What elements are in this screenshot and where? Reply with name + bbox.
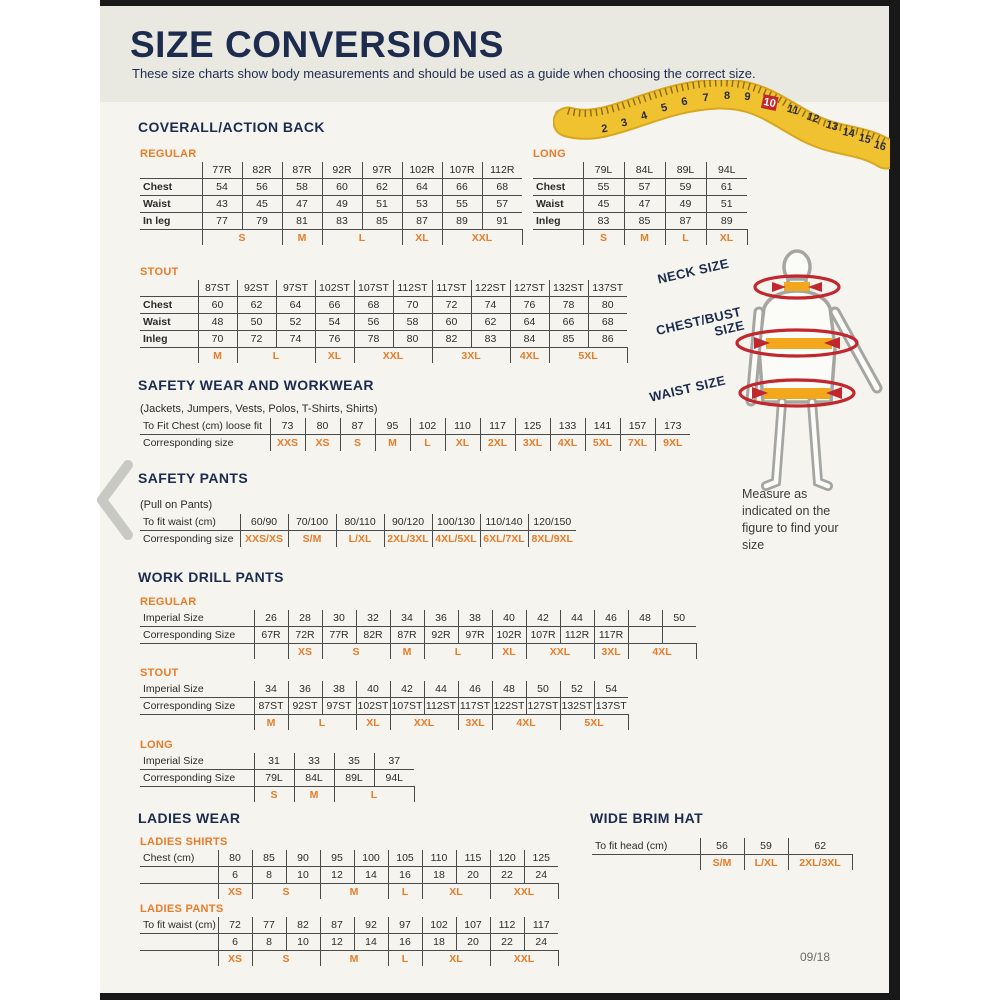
svg-text:14: 14	[841, 125, 856, 141]
safety-wear-table: To Fit Chest (cm) loose fit 73 80 87 95 102 110 117 125 133 141 157 173 Corresponding size XXS XS S M L XL 2XL 3XL 4XL 5XL 7XL 9XL	[140, 418, 690, 451]
svg-text:11: 11	[785, 102, 801, 118]
work-drill-long-label: LONG	[140, 739, 173, 751]
svg-text:2: 2	[600, 122, 609, 136]
figure-legs	[766, 402, 828, 486]
coverall-stout-label: STOUT	[140, 266, 179, 278]
coverall-stout-table: 87ST 92ST 97ST 102ST 107ST 112ST 117ST 122ST 127ST 132ST 137ST Chest 60 62 64 66 68 70 72 74 76 78 80 Waist 48 50 52 54 56 58 60 62 64 66 68 Inleg 70 72 74 76 78 80 82 83 84 85 86 M L XL XXL 3XL 4XL 5XL	[140, 280, 628, 363]
svg-text:7: 7	[702, 91, 710, 105]
work-drill-stout-table: Imperial Size 34 36 38 40 42 44 46 48 50 52 54 Corresponding Size 87ST 92ST 97ST 102ST 107ST 112ST 117ST 122ST 127ST 132ST 137ST M L XL XXL 3XL 4XL 5XL	[140, 681, 629, 730]
chest-bust-size-label: CHEST/BUST SIZE	[654, 303, 746, 339]
coverall-heading: COVERALL/ACTION BACK	[138, 119, 325, 135]
svg-text:10: 10	[762, 95, 777, 111]
measuring-tape-image	[553, 80, 890, 172]
svg-text:5: 5	[659, 101, 669, 115]
work-drill-stout-label: STOUT	[140, 667, 179, 679]
safety-wear-heading: SAFETY WEAR AND WORKWEAR	[138, 377, 374, 393]
page-number: 09/18	[800, 950, 831, 964]
ladies-shirts-table: Chest (cm) 80 85 90 95 100 105 110 115 120 125 6 8 10 12 14 16 18 20 22 24 XS S M L XL XXL	[140, 850, 559, 899]
work-drill-regular-label: REGULAR	[140, 596, 197, 608]
svg-text:9: 9	[743, 90, 752, 104]
svg-text:8: 8	[723, 90, 731, 102]
work-drill-long-table: Imperial Size 31 33 35 37 Corresponding Size 79L 84L 89L 94L S M L	[140, 753, 415, 802]
neck-size-label: NECK SIZE	[656, 255, 731, 287]
svg-text:6: 6	[680, 95, 689, 109]
ladies-heading: LADIES WEAR	[138, 810, 241, 826]
work-drill-regular-table: Imperial Size 26 28 30 32 34 36 38 40 42 44 46 48 50 Corresponding Size 67R 72R 77R 82R 87R 92R 97R 102R 107R 112R 117R XS S M L XL XXL 3XL 4XL	[140, 610, 697, 659]
svg-text:13: 13	[824, 118, 840, 134]
safety-pants-note: (Pull on Pants)	[140, 499, 213, 511]
figure-caption: Measure as indicated on the figure to find your size	[742, 487, 839, 552]
waist-size-label: WAIST SIZE	[648, 372, 728, 405]
coverall-regular-table: 77R 82R 87R 92R 97R 102R 107R 112R Chest 54 56 58 60 62 64 66 68 Waist 43 45 47 49 51 53 55 57 In leg 77 79 81 83 85 87 89 91 S M L XL XXL	[140, 162, 523, 245]
body-figure-image	[650, 246, 890, 494]
coverall-regular-label: REGULAR	[140, 148, 197, 160]
coverall-long-table: 79L 84L 89L 94L Chest 55 57 59 61 Waist 45 47 49 51 Inleg 83 85 87 89 S M L XL	[533, 162, 748, 245]
svg-text:16: 16	[872, 138, 888, 154]
ladies-shirts-label: LADIES SHIRTS	[140, 836, 228, 848]
chevron-left-icon[interactable]	[90, 458, 138, 542]
work-drill-heading: WORK DRILL PANTS	[138, 569, 284, 585]
hat-heading: WIDE BRIM HAT	[590, 810, 704, 826]
safety-pants-heading: SAFETY PANTS	[138, 470, 249, 486]
svg-text:15: 15	[857, 131, 873, 147]
safety-wear-note: (Jackets, Jumpers, Vests, Polos, T-Shirts, Shirts)	[140, 403, 378, 415]
ladies-pants-table: To fit waist (cm) 72 77 82 87 92 97 102 107 112 117 6 8 10 12 14 16 18 20 22 24 XS S M L XL XXL	[140, 917, 559, 966]
wide-brim-hat-table: To fit head (cm) 56 59 62 S/M L/XL 2XL/3XL	[592, 838, 853, 870]
ladies-pants-label: LADIES PANTS	[140, 903, 224, 915]
svg-text:3: 3	[619, 116, 629, 130]
page-subtitle: These size charts show body measurements and should be used as a guide when choosing the correct size.	[132, 66, 756, 81]
coverall-long-label: LONG	[533, 148, 566, 160]
svg-text:12: 12	[805, 110, 821, 126]
svg-text:4: 4	[639, 109, 649, 123]
page-title: SIZE CONVERSIONS	[130, 24, 504, 65]
safety-pants-table: To fit waist (cm) 60/90 70/100 80/110 90/120 100/130 110/140 120/150 Corresponding size XXS/XS S/M L/XL 2XL/3XL 4XL/5XL 6XL/7XL 8XL/9XL	[140, 514, 576, 547]
